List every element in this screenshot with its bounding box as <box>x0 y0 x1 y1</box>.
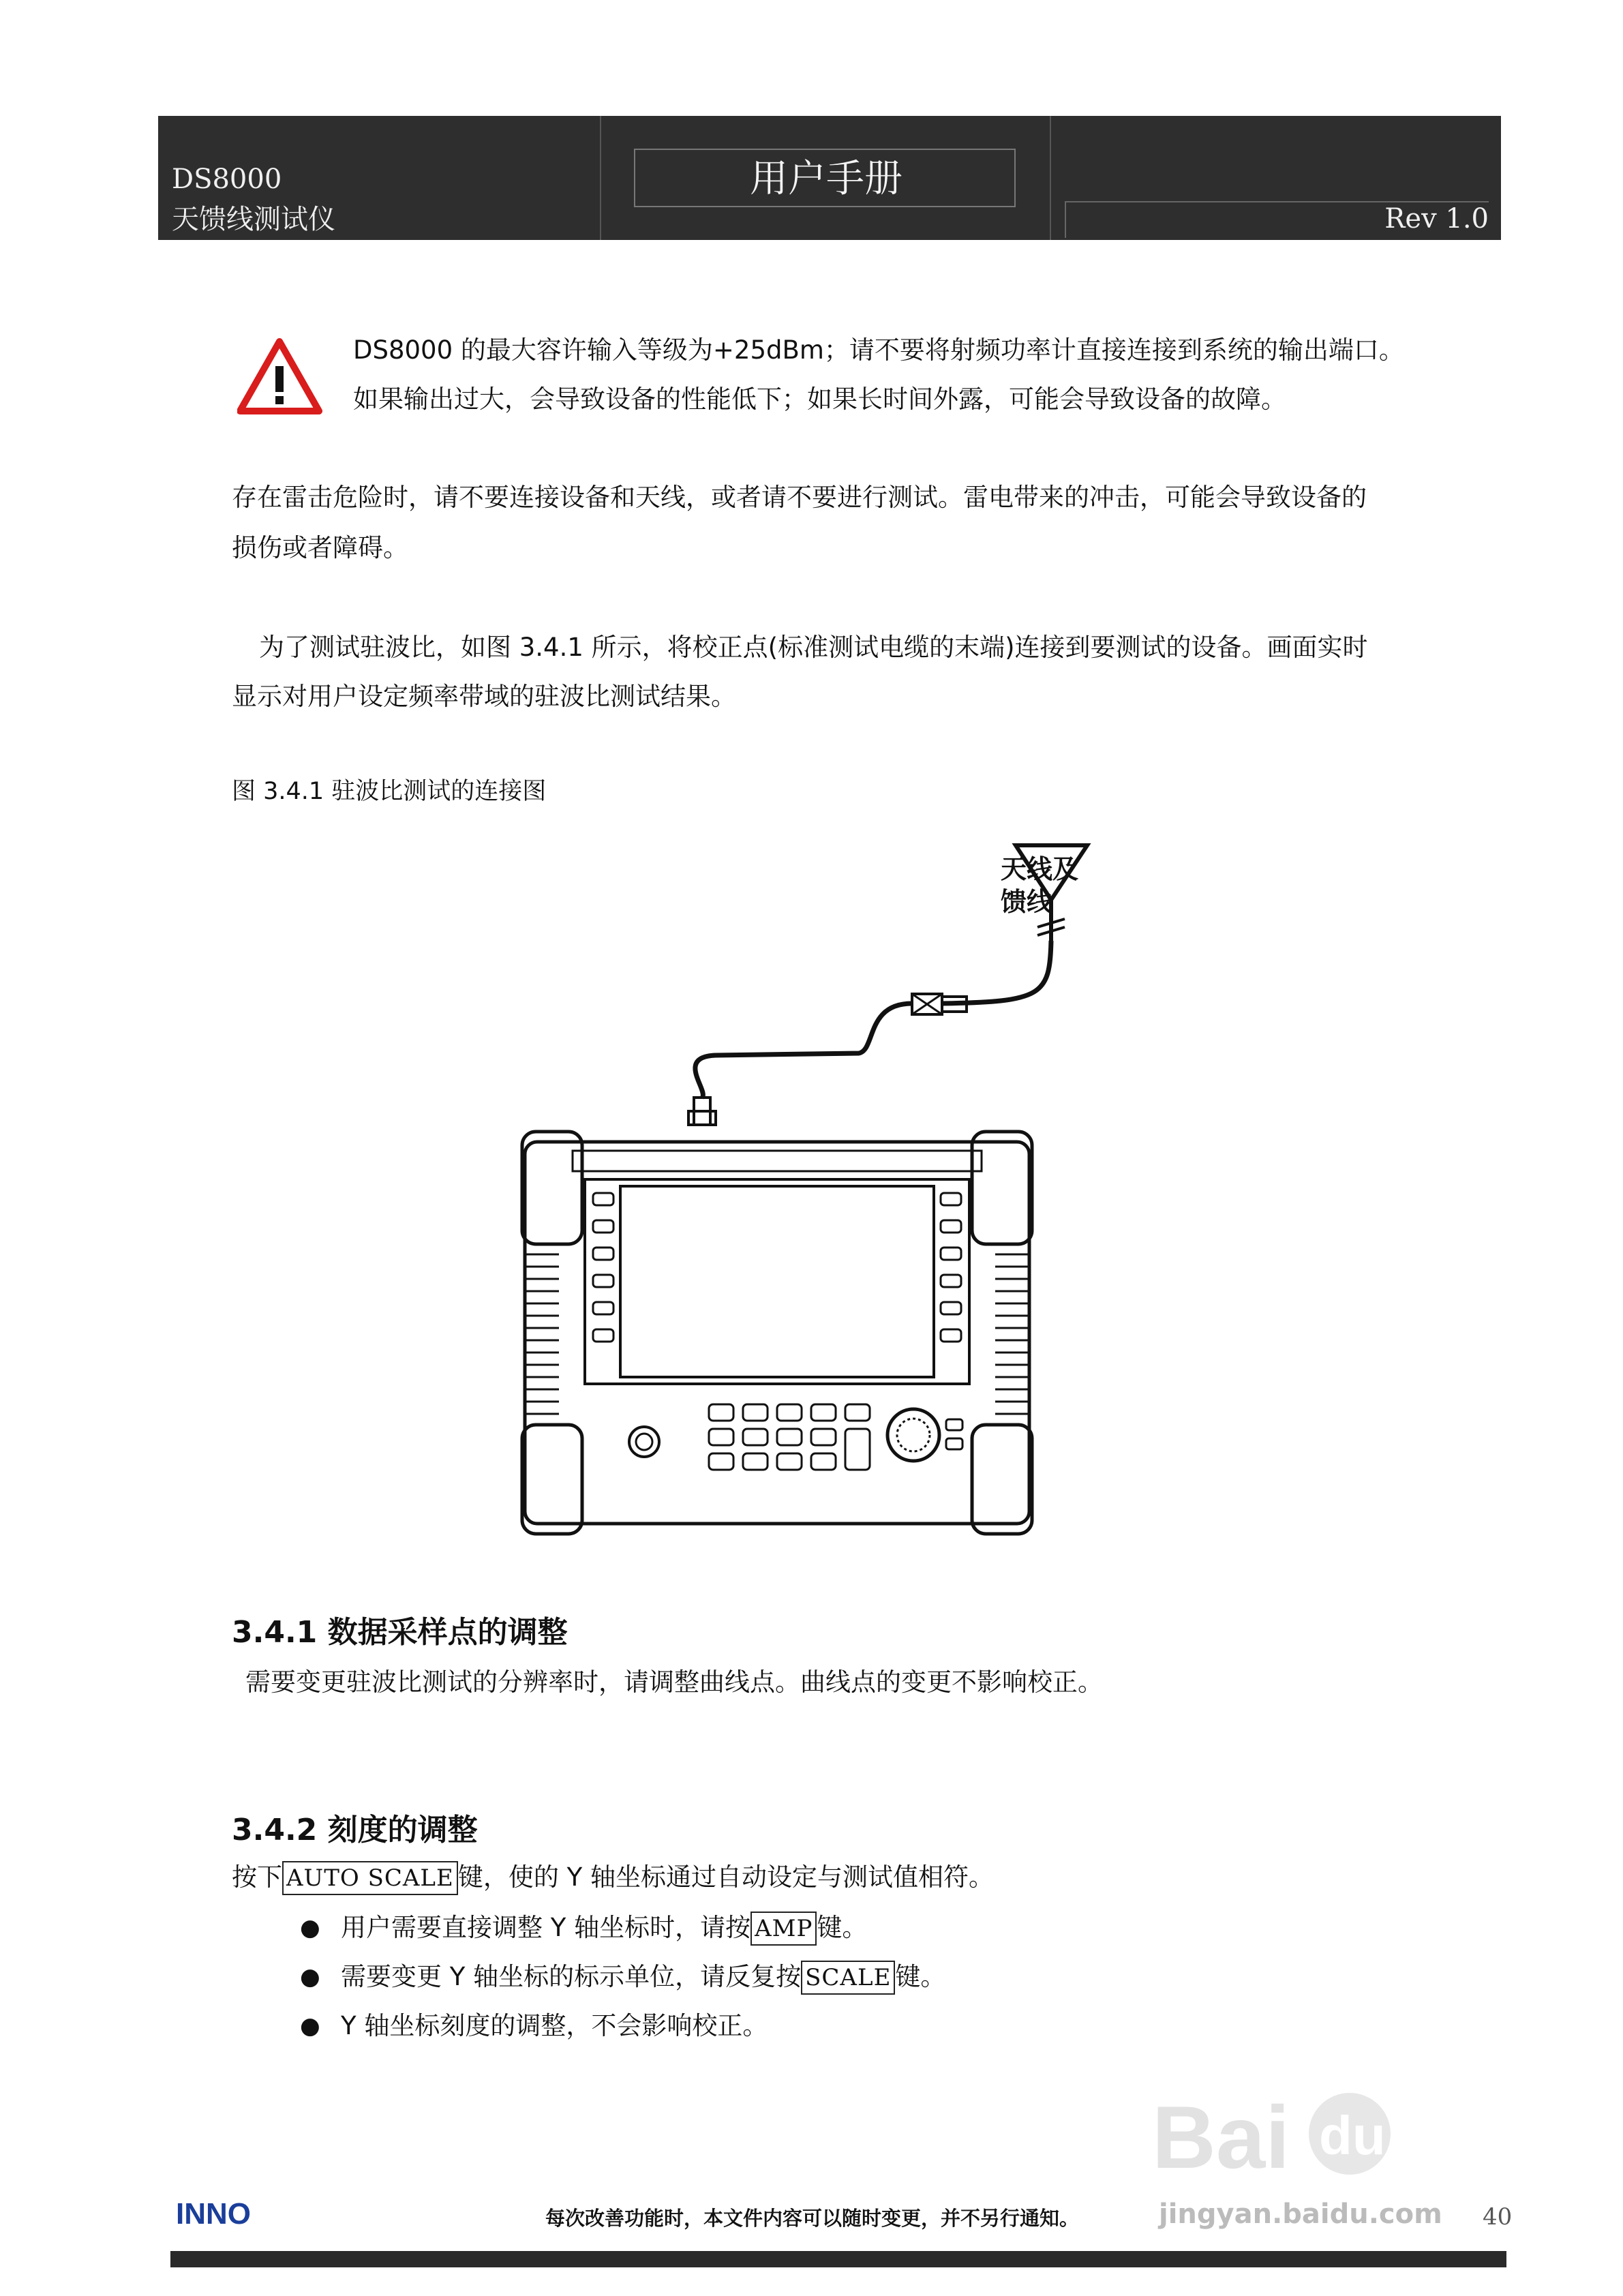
list-item <box>300 1903 868 1952</box>
antenna-label: 馈线 <box>1001 887 1053 917</box>
section-heading: 3.4.1 数据采样点的调整 <box>232 1615 568 1650</box>
bullet-prefix: 需要变更 Y 轴坐标的标示单位，请反复按 <box>341 1962 802 1991</box>
bullet-icon: ● <box>300 1963 320 1991</box>
auto-scale-key: AUTO SCALE <box>282 1861 458 1895</box>
test-cable <box>941 941 1051 1003</box>
footer-bar <box>170 2251 1506 2267</box>
page-number: 40 <box>1483 2203 1513 2231</box>
revision-label: Rev 1.0 <box>1384 203 1489 235</box>
bullet-icon: ● <box>300 2012 320 2040</box>
section-heading: 3.4.2 刻度的调整 <box>232 1813 478 1847</box>
bullet-prefix: 用户需要直接调整 Y 轴坐标时，请按 <box>341 1913 751 1942</box>
product-description: 天馈线测试仪 <box>172 204 335 235</box>
antenna-label: 天线及 <box>1001 854 1079 884</box>
warning-triangle-icon <box>237 337 322 416</box>
amp-key: AMP <box>750 1912 817 1946</box>
list-item <box>300 2002 768 2051</box>
list-item <box>300 1952 946 2002</box>
svg-text:Bai: Bai <box>1152 2087 1290 2187</box>
footer-notice: 每次改善功能时，本文件内容可以随时变更，并不另行通知。 <box>545 2207 1080 2230</box>
inno-logo-text: INNO <box>176 2197 251 2229</box>
paragraph-line: 存在雷击危险时，请不要连接设备和天线，或者请不要进行测试。雷电带来的冲击，可能会导致设备的 <box>232 483 1367 512</box>
connection-diagram <box>504 825 1118 1541</box>
bullet-icon: ● <box>300 1914 320 1942</box>
header-middle-cell <box>601 116 1051 240</box>
svg-text:du: du <box>1319 2105 1386 2166</box>
header-left-cell <box>158 116 601 240</box>
document-title: 用户手册 <box>750 157 902 201</box>
figure-caption: 图 3.4.1 驻波比测试的连接图 <box>232 778 547 805</box>
paragraph-line: 显示对用户设定频率带域的驻波比测试结果。 <box>232 682 736 711</box>
product-name: DS8000 <box>172 164 282 195</box>
watermark-url: jingyan.baidu.com <box>1159 2199 1442 2230</box>
header-right-cell <box>1051 116 1501 240</box>
page-header <box>158 116 1501 240</box>
warning-text-line: DS8000 的最大容许输入等级为+25dBm；请不要将射频功率计直接连接到系统的输出端口。 <box>353 335 1404 365</box>
bullet-suffix: 键。 <box>895 1962 946 1991</box>
paragraph-line: 为了测试驻波比，如图 3.4.1 所示，将校正点(标准测试电缆的末端)连接到要测试的设备。画面实时 <box>259 633 1368 662</box>
intro-suffix: 键，使的 Y 轴坐标通过自动设定与测试值相符。 <box>457 1862 994 1892</box>
warning-text-line: 如果输出过大，会导致设备的性能低下；如果长时间外露，可能会导致设备的故障。 <box>353 384 1286 414</box>
paragraph-line: 损伤或者障碍。 <box>232 533 408 562</box>
bullet-prefix: Y 轴坐标刻度的调整，不会影响校正。 <box>341 2011 768 2040</box>
bullet-suffix: 键。 <box>817 1913 868 1942</box>
inno-logo <box>176 2195 285 2229</box>
intro-prefix: 按下 <box>232 1862 282 1892</box>
section-body: 需要变更驻波比测试的分辨率时，请调整曲线点。曲线点的变更不影响校正。 <box>245 1667 1103 1697</box>
section-body <box>232 1853 994 1902</box>
scale-key: SCALE <box>801 1961 895 1995</box>
device-body <box>522 1132 1032 1534</box>
